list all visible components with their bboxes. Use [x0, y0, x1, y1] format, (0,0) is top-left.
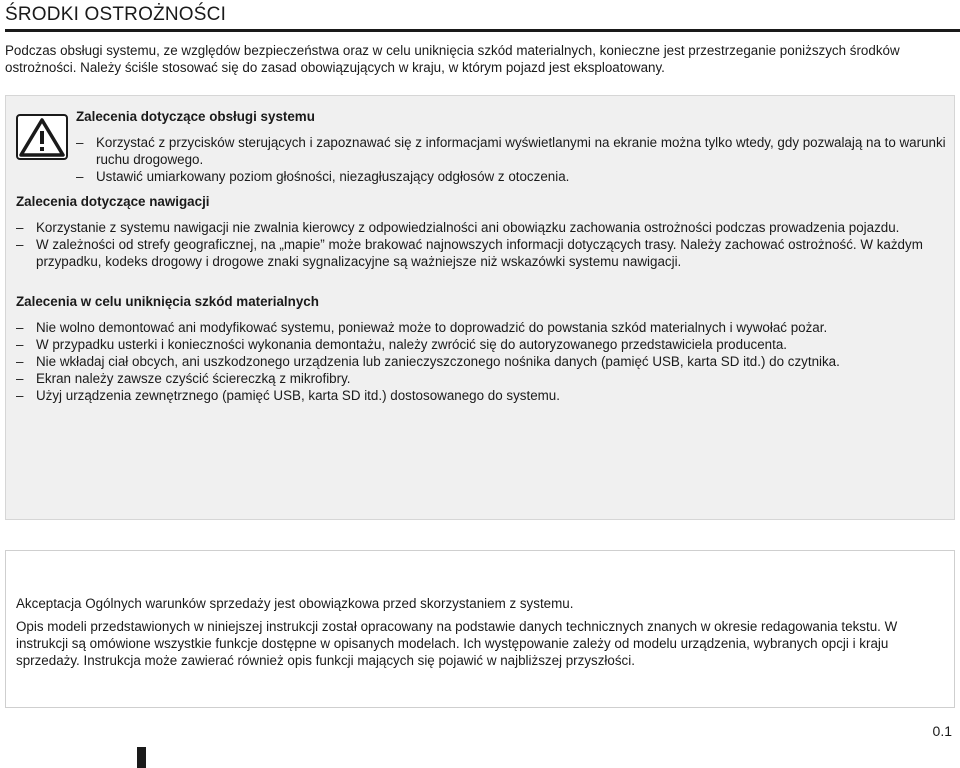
dash-bullet: –	[16, 220, 24, 235]
dash-bullet: –	[76, 135, 84, 150]
list-item: – Korzystać z przycisków sterujących i zapoznawać się z informacjami wyświetlanymi na ekranie można tylko wtedy, gdy pozwalają na to warunki ruchu drogowego.	[76, 135, 946, 167]
dash-bullet: –	[76, 169, 84, 184]
dash-bullet: –	[16, 388, 24, 403]
list-item: – Użyj urządzenia zewnętrznego (pamięć USB, karta SD itd.) dostosowanego do systemu.	[16, 388, 560, 403]
dash-bullet: –	[16, 237, 24, 252]
list-item: – W zależności od strefy geograficznej, na „mapie” może brakować najnowszych informacji dotyczących trasy. Należy zachować ostrożność. W każdym przypadku, kodeks drogowy i drogowe znaki sygnalizacyjne są ważniejsze niż wskazówki systemu nawigacji.	[16, 237, 923, 269]
intro-paragraph: Podczas obsługi systemu, ze względów bezpieczeństwa oraz w celu uniknięcia szkód materialnych, konieczne jest przestrzeganie poniższych środków ostrożności. Należy ściśle stosować się do zasad obowiązujących w kraju, w którym pojazd jest eksploatowany.	[5, 43, 900, 75]
system-list	[76, 134, 948, 185]
warning-triangle-icon	[16, 114, 68, 160]
list-item: – Nie wkładaj ciał obcych, ani uszkodzonego urządzenia lub zanieczyszczonego nośnika danych (pamięć USB, karta SD itd.) do czytnika.	[16, 354, 840, 369]
dash-bullet: –	[16, 371, 24, 386]
precautions-box	[5, 95, 955, 520]
navigation-list	[16, 219, 946, 270]
dash-bullet: –	[16, 320, 24, 335]
notes-box	[5, 550, 955, 708]
page-title: ŚRODKI OSTROŻNOŚCI	[5, 4, 960, 32]
dash-bullet: –	[16, 337, 24, 352]
list-item: – Ustawić umiarkowany poziom głośności, niezagłuszający odgłosów z otoczenia.	[76, 169, 570, 184]
dash-bullet: –	[16, 354, 24, 369]
list-item: – Ekran należy zawsze czyścić ściereczką z mikrofibry.	[16, 371, 351, 386]
models-note: Opis modeli przedstawionych w niniejszej instrukcji został opracowany na podstawie danych technicznych znanych w okresie redagowania tekstu. W instrukcji są omówione wszystkie funkcje dostępne w opisanych modelach. Ich występowanie zależy od modelu urządzenia, wybranych opcji i kraju sprzedaży. Instrukcja może zawierać również opis funkcji mających się pojawić w najbliższej przyszłości.	[16, 619, 898, 668]
list-item: – Nie wolno demontować ani modyfikować systemu, ponieważ może to doprowadzić do powstania szkód materialnych i wywołać pożar.	[16, 320, 828, 335]
section-heading-navigation: Zalecenia dotyczące nawigacji	[16, 194, 210, 209]
list-item: – Korzystanie z systemu nawigacji nie zwalnia kierowcy z odpowiedzialności ani obowiązku zachowania ostrożności podczas prowadzenia pojazdu.	[16, 220, 900, 235]
page-number: 0.1	[932, 723, 952, 739]
section-heading-damage: Zalecenia w celu uniknięcia szkód materialnych	[16, 294, 319, 309]
acceptance-note: Akceptacja Ogólnych warunków sprzedaży jest obowiązkowa przed skorzystaniem z systemu.	[16, 596, 574, 611]
list-item: – W przypadku usterki i konieczności wykonania demontażu, należy zwrócić się do autoryzowanego przedstawiciela producenta.	[16, 337, 788, 352]
section-heading-system: Zalecenia dotyczące obsługi systemu	[76, 109, 315, 124]
damage-list	[16, 319, 946, 404]
corner-marker	[137, 747, 146, 768]
